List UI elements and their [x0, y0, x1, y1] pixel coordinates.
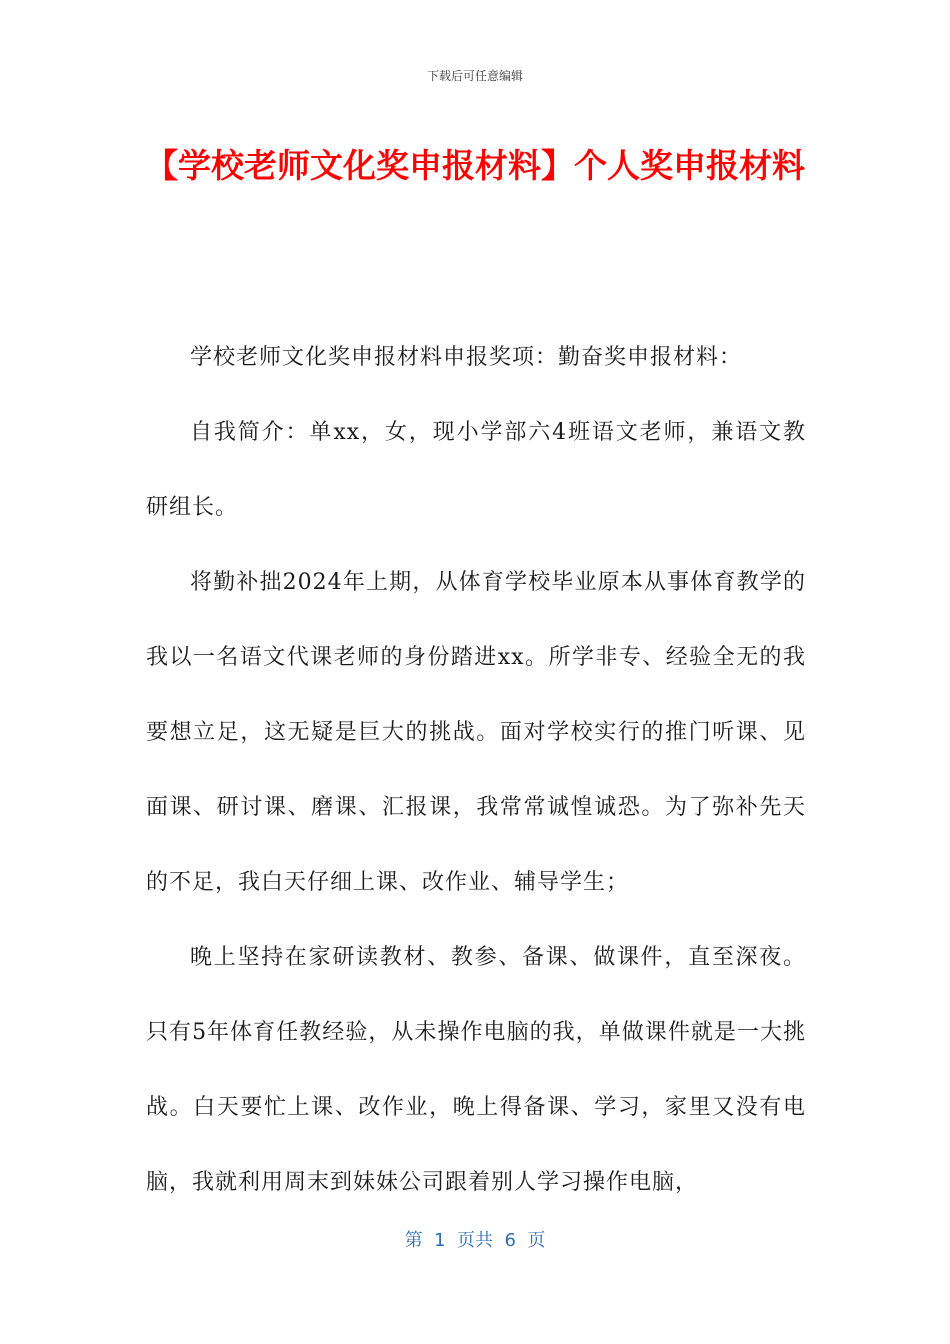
page-footer: 第 1 页共 6 页: [404, 1230, 546, 1251]
document-title: 【学校老师文化奖申报材料】个人奖申报材料: [145, 146, 805, 185]
header-note: 下载后可任意编辑: [426, 69, 523, 83]
document-body: [146, 320, 806, 1220]
paragraph: 将勤补拙2024年上期，从体育学校毕业原本从事体育教学的我以一名语文代课老师的身份踏进xx。所学非专、经验全无的我要想立足，这无疑是巨大的挑战。面对学校实行的推门听课、见面课、研讨课、磨课、汇报课，我常常诚惶诚恐。为了弥补先天的不足，我白天仔细上课、改作业、辅导学生；: [146, 570, 806, 895]
paragraph: 晚上坚持在家研读教材、教参、备课、做课件，直至深夜。只有5年体育任教经验，从未操作电脑的我，单做课件就是一大挑战。白天要忙上课、改作业，晚上得备课、学习，家里又没有电脑，我就利用周末到妹妹公司跟着别人学习操作电脑，: [146, 945, 806, 1195]
paragraph: 学校老师文化奖申报材料申报奖项：勤奋奖申报材料：: [190, 345, 743, 370]
paragraph: 自我简介：单xx，女，现小学部六4班语文老师，兼语文教研组长。: [146, 420, 806, 520]
